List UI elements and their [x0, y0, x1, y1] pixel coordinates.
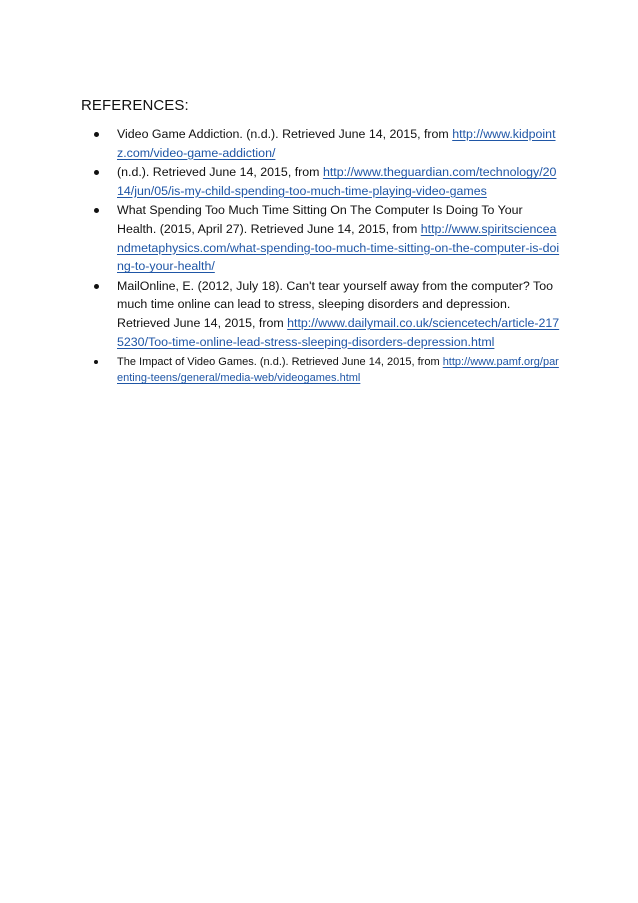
reference-link[interactable]: http://www.theguardian.com/technology/2014/jun/05/is-my-child-spending-too-much-time-playing-video-games [117, 165, 557, 198]
references-heading: REFERENCES: [81, 97, 189, 114]
references-list [92, 125, 562, 387]
reference-item-1 [92, 125, 562, 162]
reference-link[interactable]: http://www.spiritscienceandmetaphysics.com/what-spending-too-much-time-sitting-on-the-computer-is-doing-to-your-health/ [117, 221, 560, 274]
reference-link[interactable]: http://www.dailymail.co.uk/sciencetech/article-2175230/Too-time-online-lead-stress-sleeping-disorders-depression.html [117, 315, 560, 349]
reference-item-5 [92, 354, 562, 386]
reference-item-3 [92, 201, 562, 275]
reference-text: (n.d.). Retrieved June 14, 2015, from [117, 165, 323, 180]
reference-text: The Impact of Video Games. (n.d.). Retrieved June 14, 2015, from [117, 356, 443, 369]
reference-text: What Spending Too Much Time Sitting On The Computer Is Doing To Your Health. (2015, April 27). Retrieved June 14, 2015, from [117, 203, 523, 236]
bullet-icon [94, 208, 99, 213]
bullet-icon [94, 284, 99, 289]
reference-item-2 [92, 163, 562, 200]
reference-text: Video Game Addiction. (n.d.). Retrieved June 14, 2015, from [117, 127, 453, 141]
reference-text: MailOnline, E. (2012, July 18). Can't tear yourself away from the computer? Too much time online can lead to stress, sleeping disorders and depression. Retrieved June 14, 2015, from [117, 278, 554, 330]
bullet-icon [94, 170, 99, 175]
bullet-icon [94, 360, 98, 364]
reference-link[interactable]: http://www.kidpointz.com/video-game-addiction/ [117, 127, 556, 160]
reference-link[interactable]: http://www.pamf.org/parenting-teens/general/media-web/videogames.html [117, 356, 559, 385]
reference-item-4 [92, 277, 562, 351]
bullet-icon [94, 132, 99, 137]
